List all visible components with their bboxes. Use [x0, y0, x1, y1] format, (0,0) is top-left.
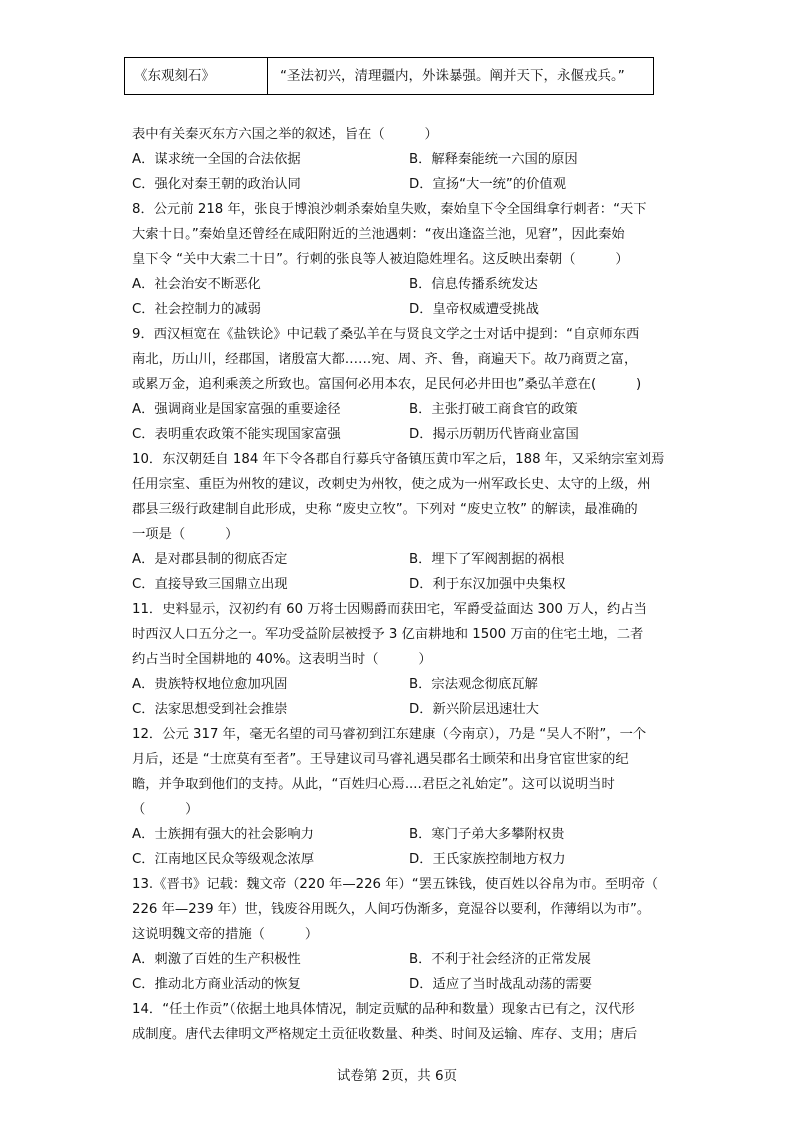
source-table [124, 57, 654, 95]
option-a: A．社会治安不断恶化 [132, 277, 261, 292]
option-c: C．表明重农政策不能实现国家富强 [132, 427, 341, 442]
option-a: A．刺激了百姓的生产积极性 [132, 952, 301, 967]
question-line: 10．东汉朝廷自 184 年下令各郡自行募兵守备镇压黄巾军之后，188 年，又采纳宗室刘焉 [132, 452, 665, 467]
option-b: B．寒门子弟大多攀附权贵 [409, 827, 565, 842]
page-footer: 试卷第 2页，共 6页 [336, 1068, 458, 1084]
options-row [132, 672, 662, 697]
question-line: 时西汉人口五分之一。军功受益阶层被授予 3 亿亩耕地和 1500 万亩的住宅土地，二者 [132, 627, 644, 642]
question-line: 大索十日。”秦始皇还曾经在咸阳附近的兰池遇刺：“夜出逢盗兰池，见窘”，因此秦始 [132, 227, 625, 242]
option-b: B．信息传播系统发达 [409, 277, 538, 292]
options-row [132, 172, 662, 197]
question-line: 瞻，并争取到他们的支持。从此，“百姓归心焉....君臣之礼始定”。这可以说明当时 [132, 777, 615, 792]
options-row [132, 272, 662, 297]
question-line: （ ） [132, 802, 199, 817]
question-line: 郡县三级行政建制自此形成，史称 “废史立牧”。下列对 “废史立牧” 的解读，最准确的 [132, 502, 638, 517]
question-list [132, 122, 665, 1047]
option-b: B．埋下了军阀割据的祸根 [409, 552, 565, 567]
options-row [132, 297, 662, 322]
option-c: C．法家思想受到社会推崇 [132, 702, 288, 717]
question-7 [132, 122, 662, 197]
option-c: C．江南地区民众等级观念浓厚 [132, 852, 315, 867]
question-line: 月后，还是 “士庶莫有至者”。王导建议司马睿礼遇吴郡名士顾荣和出身官宦世家的纪 [132, 752, 629, 767]
options-row [132, 147, 662, 172]
option-a: A．谋求统一全国的合法依据 [132, 152, 301, 167]
question-stem: 表中有关秦灭东方六国之举的叙述，旨在（ ） [132, 127, 438, 142]
question-line: 约占当时全国耕地的 40%。这表明当时（ ） [132, 652, 432, 667]
options-row [132, 947, 662, 972]
option-a: A．强调商业是国家富强的重要途径 [132, 402, 341, 417]
option-a: A．是对郡县制的彻底否定 [132, 552, 288, 567]
question-line: 这说明魏文帝的措施（ ） [132, 927, 319, 942]
options-row [132, 822, 662, 847]
option-d: D．利于东汉加强中央集权 [409, 577, 566, 592]
option-d: D．宣扬“大一统”的价值观 [409, 177, 566, 192]
option-d: D．新兴阶层迅速壮大 [409, 702, 539, 717]
question-14 [132, 997, 662, 1047]
question-line: 11．史料显示，汉初约有 60 万将士因赐爵而获田宅，军爵受益面达 300 万人，约占当 [132, 602, 647, 617]
question-line: 226 年—239 年）世，钱废谷用既久，人间巧伪渐多，竟湿谷以要利，作薄绢以为市”。 [132, 902, 651, 917]
option-d: D．皇帝权威遭受挑战 [409, 302, 539, 317]
question-12 [132, 722, 662, 872]
source-name-cell: 《东观刻石》 [125, 58, 268, 94]
option-b: B．宗法观念彻底瓦解 [409, 677, 538, 692]
options-row [132, 847, 662, 872]
option-a: A．贵族特权地位愈加巩固 [132, 677, 288, 692]
options-row [132, 422, 662, 447]
question-line: 南北，历山川，经郡国，诸殷富大都……宛、周、齐、鲁，商遍天下。故乃商贾之富， [132, 352, 638, 367]
option-c: C．推动北方商业活动的恢复 [132, 977, 301, 992]
question-9 [132, 322, 662, 447]
question-line: 12．公元 317 年，毫无名望的司马睿初到江东建康（今南京），乃是 “吴人不附”，一个 [132, 727, 647, 742]
option-c: C．直接导致三国鼎立出现 [132, 577, 288, 592]
option-b: B．不利于社会经济的正常发展 [409, 952, 591, 967]
question-line: 成制度。唐代去律明文严格规定土贡征收数量、种类、时间及运输、库存、支用；唐后 [132, 1027, 638, 1042]
option-a: A．士族拥有强大的社会影响力 [132, 827, 314, 842]
question-line: 或累万金，追利乘羡之所致也。富国何必用本农，足民何必井田也”桑弘羊意在( ) [132, 377, 642, 392]
option-d: D．王氏家族控制地方权力 [409, 852, 566, 867]
question-line: 8．公元前 218 年，张良于博浪沙刺杀秦始皇失败，秦始皇下令全国缉拿行刺者：“天下 [132, 202, 647, 217]
question-13 [132, 872, 662, 997]
option-b: B．主张打破工商食官的政策 [409, 402, 578, 417]
question-line: 14．“任土作贡”（依据土地具体情况，制定贡赋的品种和数量）现象古已有之，汉代形 [132, 1002, 635, 1017]
question-line: 一项是（ ） [132, 527, 239, 542]
question-line: 9．西汉桓宽在《盐铁论》中记载了桑弘羊在与贤良文学之士对话中提到：“自京师东西 [132, 327, 640, 342]
options-row [132, 972, 662, 997]
options-row [132, 397, 662, 422]
option-d: D．适应了当时战乱动荡的需要 [409, 977, 593, 992]
option-d: D．揭示历朝历代皆商业富国 [409, 427, 579, 442]
option-c: C．强化对秦王朝的政治认同 [132, 177, 301, 192]
option-b: B．解释秦能统一六国的原因 [409, 152, 578, 167]
question-8 [132, 197, 662, 322]
options-row [132, 572, 662, 597]
source-quote-cell: “圣法初兴，清理疆内，外诛暴强。阐并天下，永偃戎兵。” [280, 68, 625, 84]
option-c: C．社会控制力的减弱 [132, 302, 261, 317]
question-line: 13.《晋书》记载：魏文帝（220 年—226 年）“罢五铢钱，使百姓以谷帛为市。至明帝（ [132, 877, 659, 892]
options-row [132, 547, 662, 572]
question-line: 任用宗室、重臣为州牧的建议，改刺史为州牧，使之成为一州军政长史、太守的上级，州 [132, 477, 651, 492]
options-row [132, 697, 662, 722]
question-11 [132, 597, 662, 722]
question-line: 皇下令 “关中大索二十日”。行刺的张良等人被迫隐姓埋名。这反映出秦朝（ ） [132, 252, 629, 267]
question-10 [132, 447, 665, 597]
